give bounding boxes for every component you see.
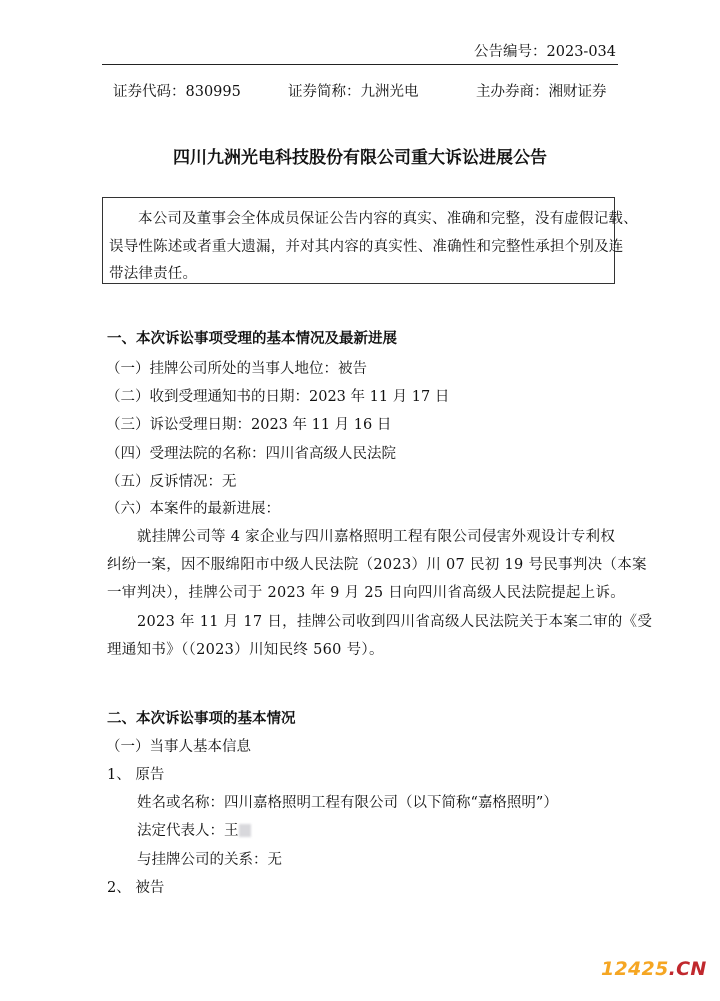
party-label: 2、 被告	[107, 880, 165, 896]
announcement-number: 公告编号：2023-034	[474, 44, 616, 60]
watermark-logo: 12425.CN	[601, 958, 707, 980]
section-heading: 一、本次诉讼事项受理的基本情况及最新进展	[107, 330, 397, 347]
list-item: （二）收到受理通知书的日期：2023 年 11 月 17 日	[106, 389, 450, 405]
sponsor-broker: 主办券商：湘财证券	[476, 84, 607, 100]
section-heading: 二、本次诉讼事项的基本情况	[107, 710, 296, 727]
paragraph-line: 理通知书》（（2023）川知民终 560 号）。	[107, 642, 384, 658]
list-item: （四）受理法院的名称：四川省高级人民法院	[106, 446, 396, 462]
list-item: （一）挂牌公司所处的当事人地位：被告	[106, 361, 367, 377]
statement-line: 本公司及董事会全体成员保证公告内容的真实、准确和完整，没有虚假记载、	[138, 211, 638, 227]
statement-line: 误导性陈述或者重大遗漏，并对其内容的真实性、准确性和完整性承担个别及连	[109, 239, 624, 255]
document-title: 四川九洲光电科技股份有限公司重大诉讼进展公告	[173, 148, 547, 168]
party-relation: 与挂牌公司的关系：无	[137, 852, 282, 868]
subsection-heading: （一）当事人基本信息	[106, 739, 251, 755]
security-abbreviation: 证券简称：九洲光电	[288, 84, 419, 100]
header-divider	[102, 64, 618, 65]
security-code: 证券代码：830995	[113, 84, 241, 100]
statement-line: 带法律责任。	[109, 266, 198, 282]
paragraph-line: 就挂牌公司等 4 家企业与四川嘉格照明工程有限公司侵害外观设计专利权	[137, 529, 616, 545]
paragraph-line: 2023 年 11 月 17 日，挂牌公司收到四川省高级人民法院关于本案二审的《受	[137, 614, 653, 630]
list-item: （六）本案件的最新进展：	[106, 501, 280, 517]
party-label: 1、 原告	[107, 767, 165, 783]
paragraph-line: 一审判决），挂牌公司于 2023 年 9 月 25 日向四川省高级人民法院提起上诉。	[107, 585, 626, 601]
list-item: （五）反诉情况：无	[106, 474, 237, 490]
paragraph-line: 纠纷一案，因不服绵阳市中级人民法院（2023）川 07 民初 19 号民事判决（本案	[107, 557, 647, 573]
legal-representative: 法定代表人：王	[137, 819, 251, 840]
party-name: 姓名或名称：四川嘉格照明工程有限公司（以下简称“嘉格照明”）	[137, 795, 558, 811]
list-item: （三）诉讼受理日期：2023 年 11 月 16 日	[106, 417, 392, 433]
redaction-mark	[239, 824, 251, 837]
